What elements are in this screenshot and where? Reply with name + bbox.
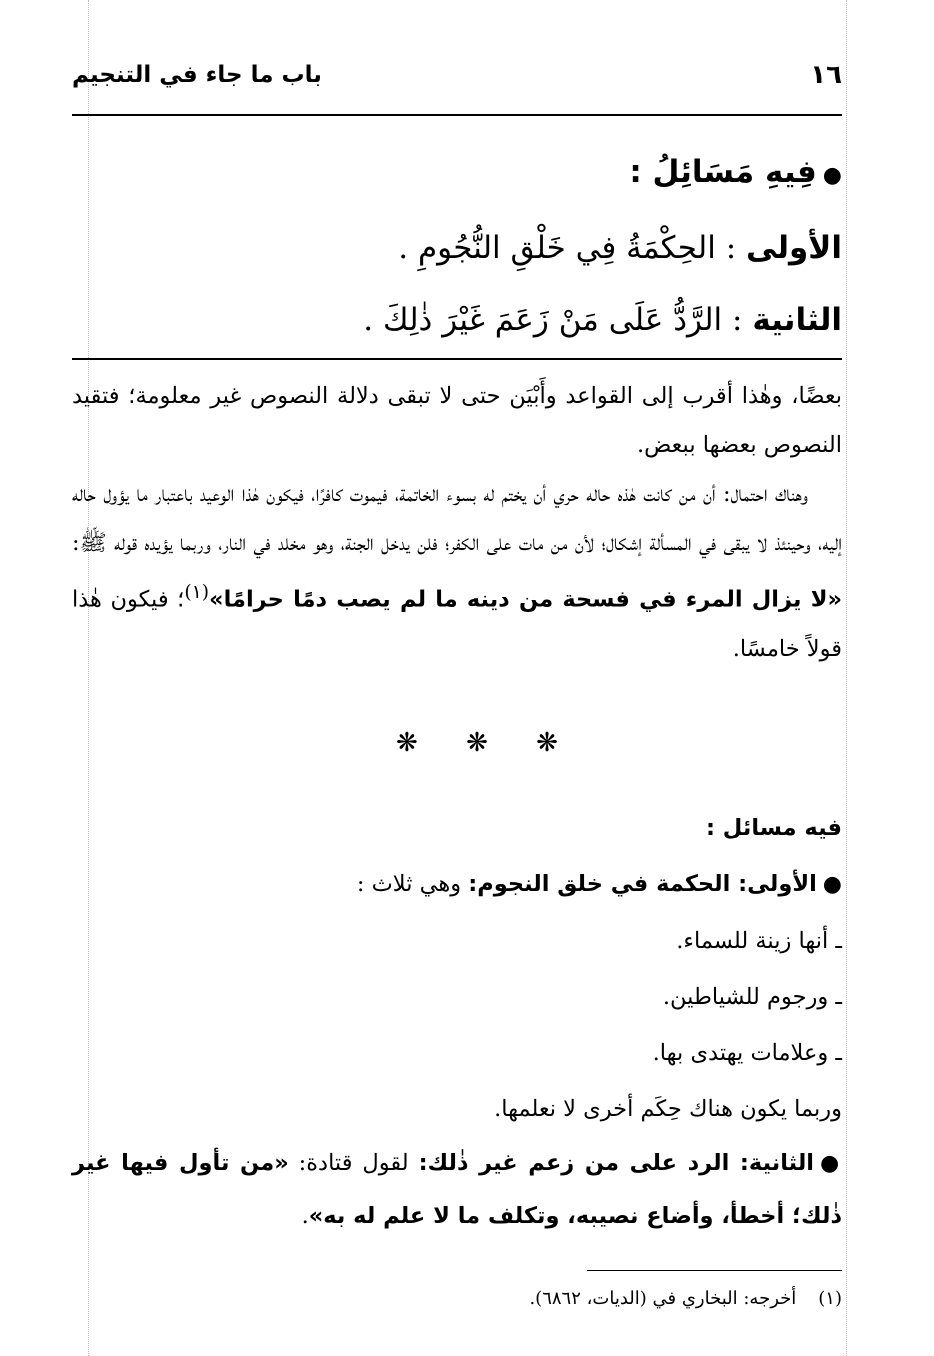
- list-item: ـ ورجوم للشياطين.: [662, 984, 842, 1010]
- bullet-icon: ●: [822, 163, 842, 188]
- matn-second-text: : الرَّدُّ عَلَى مَنْ زَعَمَ غَيْرَ ذٰلِكَ .: [363, 302, 743, 338]
- page-header: [72, 60, 842, 104]
- scan-margin-guide: [846, 0, 847, 1356]
- matn-second-issue: [72, 284, 842, 356]
- matn-first-label: الأولى: [746, 230, 842, 266]
- footnotes: [72, 1270, 842, 1317]
- masail-second-text: لقول قتادة:: [288, 1150, 409, 1176]
- footnote-reference[interactable]: (١): [184, 582, 210, 603]
- commentary-section: [72, 372, 842, 674]
- masail-second-issue: [72, 1137, 842, 1242]
- commentary-p2-end: ؛ فيكون هٰذا قولاً خامسًا.: [72, 586, 842, 662]
- list-item: ـ أنها زينة للسماء.: [676, 928, 842, 954]
- qatada-quote: «من تأول فيها غير ذٰلك؛ أخطأ، وأضاع نصيبه، وتكلف ما لا علم له به»: [72, 1150, 842, 1229]
- footnote-1: [72, 1281, 842, 1317]
- footnote-number: (١): [818, 1288, 842, 1309]
- quote-end: .: [301, 1203, 309, 1229]
- list-item: ـ وعلامات يهتدى بها.: [652, 1040, 842, 1066]
- masail-first-text: وهي ثلاث :: [356, 871, 462, 897]
- masail-first-label: الأولى: الحكمة في خلق النجوم:: [468, 871, 817, 897]
- section-separator: ❋ ❋ ❋: [396, 728, 578, 758]
- section-rule: [72, 358, 842, 360]
- masail-extra: وربما يكون هناك حِكَم أخرى لا نعلمها.: [494, 1096, 842, 1122]
- hadith-quote: «لا يزال المرء في فسحة من دينه ما لم يصب دمًا حرامًا»: [209, 586, 842, 613]
- matn-intro: [72, 136, 842, 212]
- matn-first-text: : الحِكْمَةُ فِي خَلْقِ النُّجُومِ .: [398, 230, 737, 266]
- matn-section: [72, 136, 842, 356]
- masail-second-label: الثانية: الرد على من زعم غير ذٰلك:: [418, 1150, 815, 1176]
- header-rule: [72, 114, 842, 116]
- masail-first-issue: [72, 856, 842, 913]
- matn-second-label: الثانية: [752, 302, 842, 338]
- commentary-p2-start: وهناك احتمال: أن من كانت هٰذه حاله حري أن يختم له بسوء الخاتمة، فيموت كافرًا، فيكون هٰذا الوعيد باعتبار ما يؤول حاله إليه، وحينئذ لا يبقى في المسألة إشكال؛ لأن من مات على الكفر؛ فلن يدخل الجنة، وهو مخلد في النار، وربما يؤيده قوله ﷺ:: [72, 481, 842, 556]
- masail-section: [72, 800, 842, 1242]
- matn-intro-text: فِيهِ مَسَائِلُ :: [629, 154, 817, 190]
- footnote-text: أخرجه: البخاري في (الديات، ٦٨٦٢).: [529, 1288, 797, 1309]
- footnote-rule: [587, 1270, 842, 1271]
- matn-first-issue: [72, 212, 842, 284]
- commentary-paragraph-2: [72, 470, 842, 674]
- page-number: ١٦: [810, 60, 842, 90]
- masail-intro: فيه مسائل :: [705, 815, 842, 841]
- commentary-paragraph-1: بعضًا، وهٰذا أقرب إلى القواعد وأَبْيَن حتى لا تبقى دلالة النصوص غير معلومة؛ فتقيد النصوص بعضها ببعض.: [72, 383, 842, 458]
- running-title: باب ما جاء في التنجيم: [72, 62, 322, 88]
- bullet-icon: ●: [820, 1151, 842, 1176]
- bullet-icon: ●: [822, 872, 842, 897]
